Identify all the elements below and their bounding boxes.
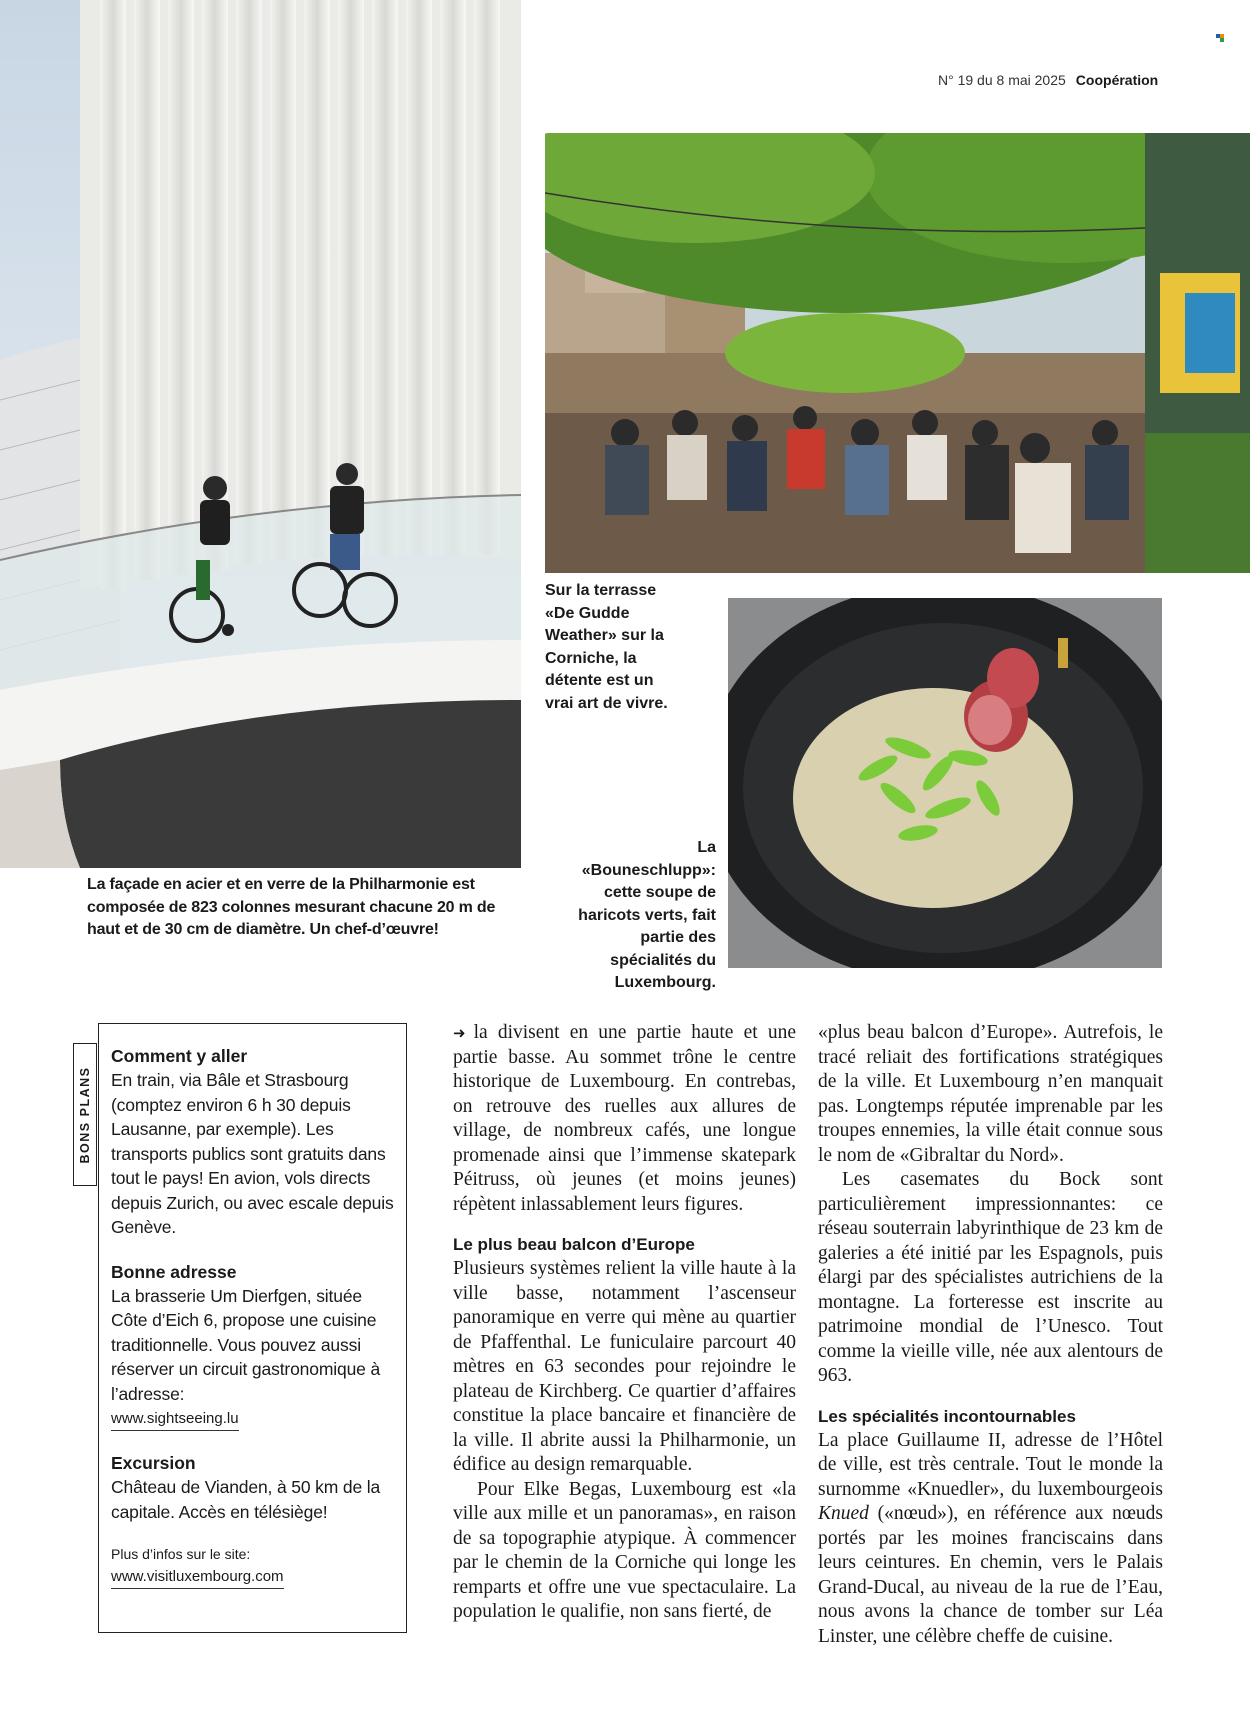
article-text: La place Guillaume II, adresse de l’Hôtel de ville, est très centrale. Tout le monde la surnomme «Knuedler», du luxembourgeois	[818, 1429, 1163, 1500]
philharmonie-photo	[0, 0, 521, 868]
sidebar-section-text: La brasserie Um Dierfgen, située Côte d’Eich 6, propose une cuisine traditionnelle. Vous pouvez aussi réserver un circuit gastronomique à l’adresse:	[111, 1285, 381, 1404]
more-info-label: Plus d’infos sur le site:	[111, 1546, 251, 1562]
brand-logo-icon	[1216, 34, 1226, 42]
sidebar-section-travel	[111, 1044, 396, 1240]
page-header	[938, 72, 1164, 88]
subheading-balcon: Le plus beau balcon d’Europe	[453, 1235, 695, 1254]
article-column-2	[818, 1021, 1163, 1649]
article-paragraph: Pour Elke Begas, Luxembourg est «la ville aux mille et un panoramas», en raison de sa topographie atypique. À commencer par le chemin de la Corniche qui longe les remparts et offre une vue spectaculaire. La population le qualifie, non sans fierté, de	[453, 1478, 796, 1622]
sidebar-section-text: Château de Vianden, à 50 km de la capitale. Accès en télésiège!	[111, 1477, 381, 1522]
article-paragraph	[453, 1021, 796, 1217]
sidebar-section-title: Bonne adresse	[111, 1261, 237, 1282]
philharmonie-caption: La façade en acier et en verre de la Philharmonie est composée de 823 colonnes mesurant chacune 20 m de haut et de 30 cm de diamètre. Un chef-d’œuvre!	[87, 876, 496, 938]
article-text: la divisent en une partie haute et une partie basse. Au sommet trône le centre historique de Luxembourg. En contrebas, on retrouve des ruelles aux allures de village, de nombreux cafés, une longue promenade ainsi que l’immense skatepark Péitruss, où jeunes (et moins jeunes) répètent inlassablement leurs figures.	[453, 1022, 796, 1215]
article-column-1	[453, 1021, 796, 1625]
sidebar-section-title: Comment y aller	[111, 1046, 248, 1066]
visitluxembourg-link[interactable]: www.visitluxembourg.com	[111, 1566, 284, 1589]
subheading-specialites: Les spécialités incontournables	[818, 1406, 1076, 1426]
terrace-caption: Sur la terrasse «De Gudde Weather» sur la Corniche, la détente est un vrai art de vivre.	[545, 582, 668, 712]
sidebar-section-text: En train, via Bâle et Strasbourg (comptez environ 6 h 30 depuis Lausanne, par exemple). Les transports publics sont gratuits dans tout le pays! En avion, vols directs depuis Zurich, ou avec escale depuis Genève.	[111, 1070, 394, 1237]
continuation-arrow-icon: ➜	[453, 1024, 466, 1042]
sightseeing-link[interactable]: www.sightseeing.lu	[111, 1408, 239, 1431]
bons-plans-tag	[73, 1043, 97, 1186]
bons-plans-box	[98, 1023, 407, 1633]
issue-date: N° 19 du 8 mai 2025	[938, 72, 1066, 88]
article-paragraph: Les casemates du Bock sont particulièrement impressionnantes: ce réseau souterrain labyrinthique de 23 km de galeries a été initié par les Espagnols, puis élargi par des spécialistes autrichiens de la montagne. La forteresse est inscrite au patrimoine mondial de l’Unesco. Tout comme la vieille ville, née aux alentours de 963.	[818, 1169, 1163, 1386]
magazine-brand: Coopération	[1075, 72, 1159, 88]
soup-caption: La «Bouneschlupp»: cette soupe de haricots verts, fait partie des spécialités du Luxembourg.	[578, 839, 716, 991]
sidebar-section-address	[111, 1260, 396, 1432]
soup-photo	[728, 598, 1162, 968]
sidebar-section-title: Excursion	[111, 1453, 196, 1473]
article-emphasis: Knued	[818, 1503, 869, 1524]
article-paragraph: Plusieurs systèmes relient la ville haute à la ville basse, notamment l’ascenseur panoramique en verre qui mène au quartier de Pfaffenthal. Le funiculaire parcourt 40 mètres en 63 secondes pour rejoindre le plateau de Kirchberg. Ce quartier d’affaires constitue la place bancaire et financière de la ville. Il abrite aussi la Philharmonie, un édifice au design remarquable.	[453, 1258, 796, 1475]
bons-plans-label: BONS PLANS	[78, 1066, 92, 1163]
sidebar-section-excursion	[111, 1451, 396, 1524]
article-text: («nœud»), en référence aux nœuds portés par les moines franciscains dans leurs ceintures. En chemin, vers le Palais Grand-Ducal, au niveau de la rue de l’Eau, nous avons la chance de tomber sur Léa Linster, une célèbre cheffe de cuisine.	[818, 1503, 1164, 1647]
terrace-photo	[545, 133, 1250, 573]
article-paragraph	[818, 1429, 1163, 1650]
article-paragraph: «plus beau balcon d’Europe». Autrefois, le tracé reliait des fortifications stratégiques de la ville. Et Luxembourg n’en manquait pas. Longtemps réputée imprenable par les troupes ennemies, la ville était connue sous le nom de «Gibraltar du Nord».	[818, 1022, 1163, 1166]
